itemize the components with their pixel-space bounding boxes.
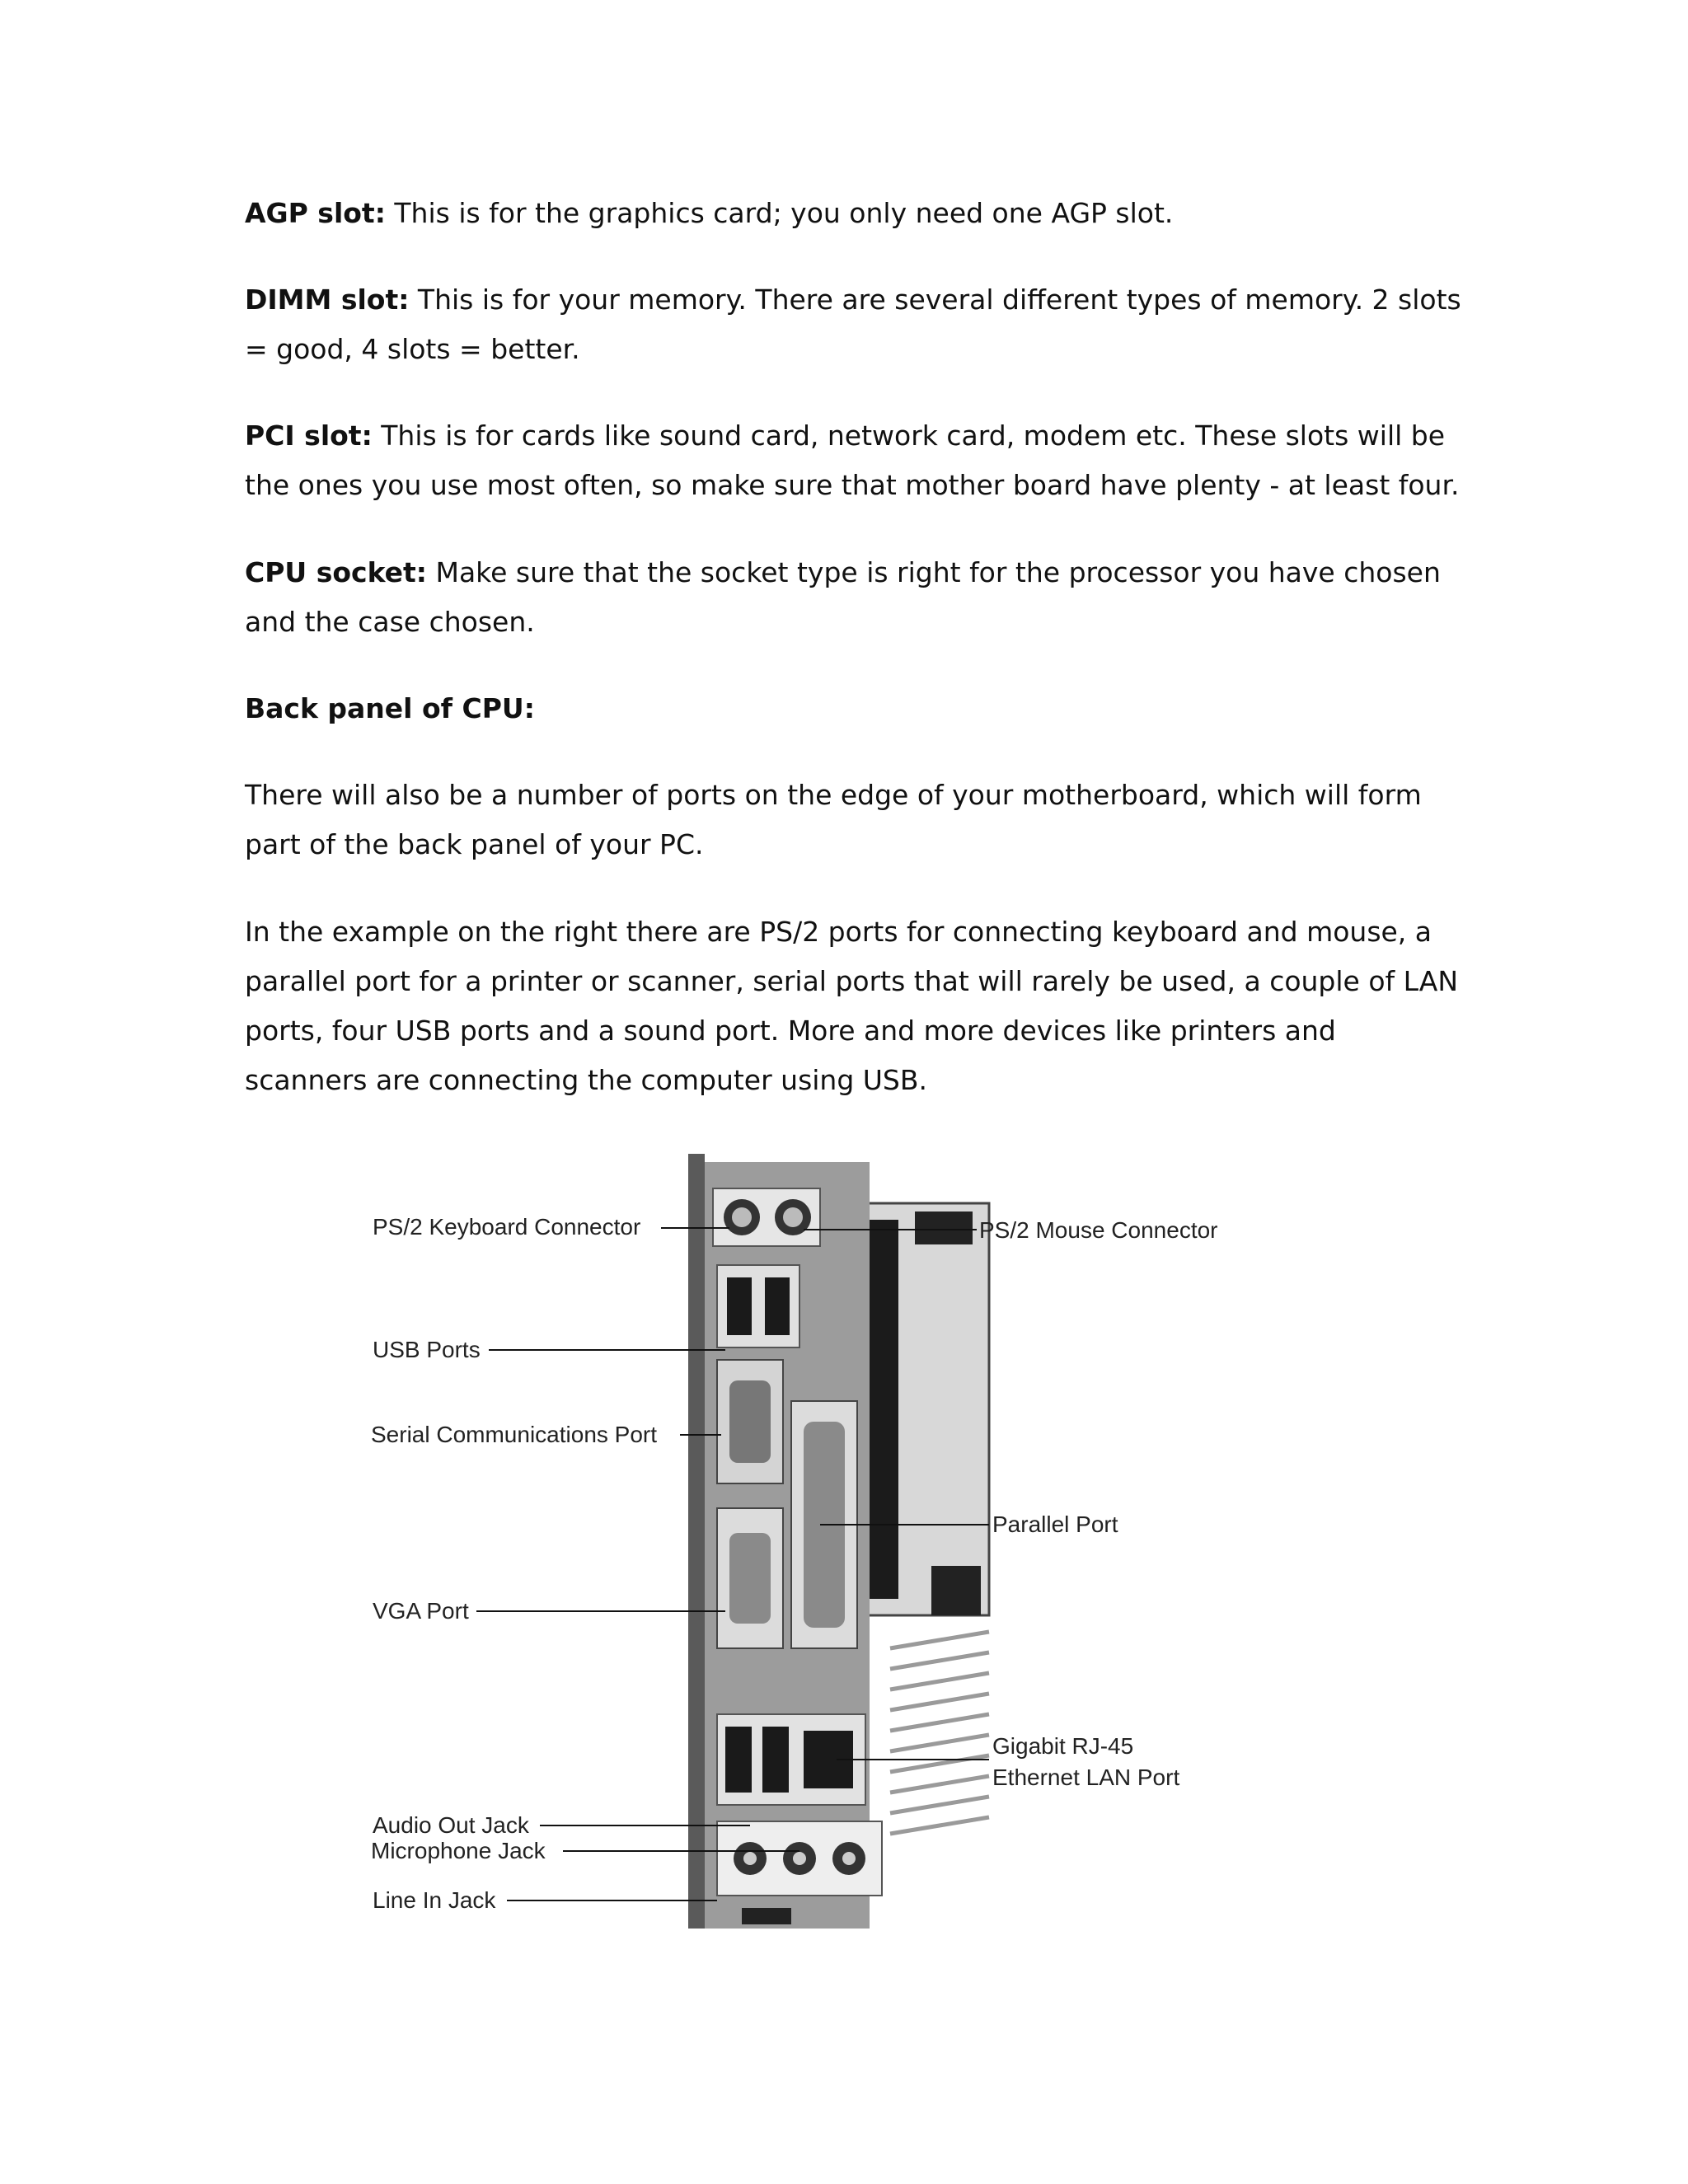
paragraph-agp	[245, 189, 1465, 238]
term-cpu: CPU socket:	[245, 556, 427, 588]
desc-pci: This is for cards like sound card, network card, modem etc. These slots will be the ones you use most often, so make sure that mother board have plenty - at least four.	[245, 419, 1460, 501]
paragraph-ports-detail: In the example on the right there are PS/2 ports for connecting keyboard and mouse, a parallel port for a printer or scanner, serial ports that will rarely be used, a couple of LAN ports, four USB ports and a sound port. More and more devices like printers and scanners are connecting the computer using USB.	[245, 916, 1459, 1096]
label-lan-line1: Gigabit RJ-45	[992, 1733, 1134, 1759]
desc-cpu: Make sure that the socket type is right for the processor you have chosen and the case chosen.	[245, 556, 1441, 638]
heading-back-panel: Back panel of CPU:	[245, 692, 535, 724]
label-vga-port: VGA Port	[373, 1598, 469, 1624]
back-panel-figure	[354, 1154, 1294, 1929]
label-ps2-keyboard: PS/2 Keyboard Connector	[373, 1214, 641, 1240]
label-ps2-mouse: PS/2 Mouse Connector	[979, 1217, 1218, 1243]
paragraph-pci	[245, 411, 1465, 510]
desc-dimm: This is for your memory. There are several different types of memory. 2 slots = good, 4 slots = better.	[245, 284, 1461, 365]
term-agp: AGP slot:	[245, 197, 386, 229]
term-dimm: DIMM slot:	[245, 284, 410, 316]
label-audio-out: Audio Out Jack	[373, 1812, 529, 1838]
paragraph-ports-intro: There will also be a number of ports on the edge of your motherboard, which will form part of the back panel of your PC.	[245, 779, 1422, 860]
desc-agp: This is for the graphics card; you only need one AGP slot.	[385, 197, 1174, 229]
label-lan-port	[992, 1732, 1179, 1792]
label-parallel-port: Parallel Port	[992, 1511, 1118, 1537]
label-microphone: Microphone Jack	[371, 1838, 546, 1863]
label-serial-port: Serial Communications Port	[371, 1422, 658, 1447]
paragraph-dimm	[245, 275, 1465, 374]
label-lan-line2: Ethernet LAN Port	[992, 1765, 1180, 1790]
label-line-in: Line In Jack	[373, 1887, 496, 1913]
label-usb-ports: USB Ports	[373, 1337, 481, 1362]
section-heading	[245, 684, 1465, 733]
term-pci: PCI slot:	[245, 419, 373, 452]
paragraph-cpu	[245, 548, 1465, 647]
